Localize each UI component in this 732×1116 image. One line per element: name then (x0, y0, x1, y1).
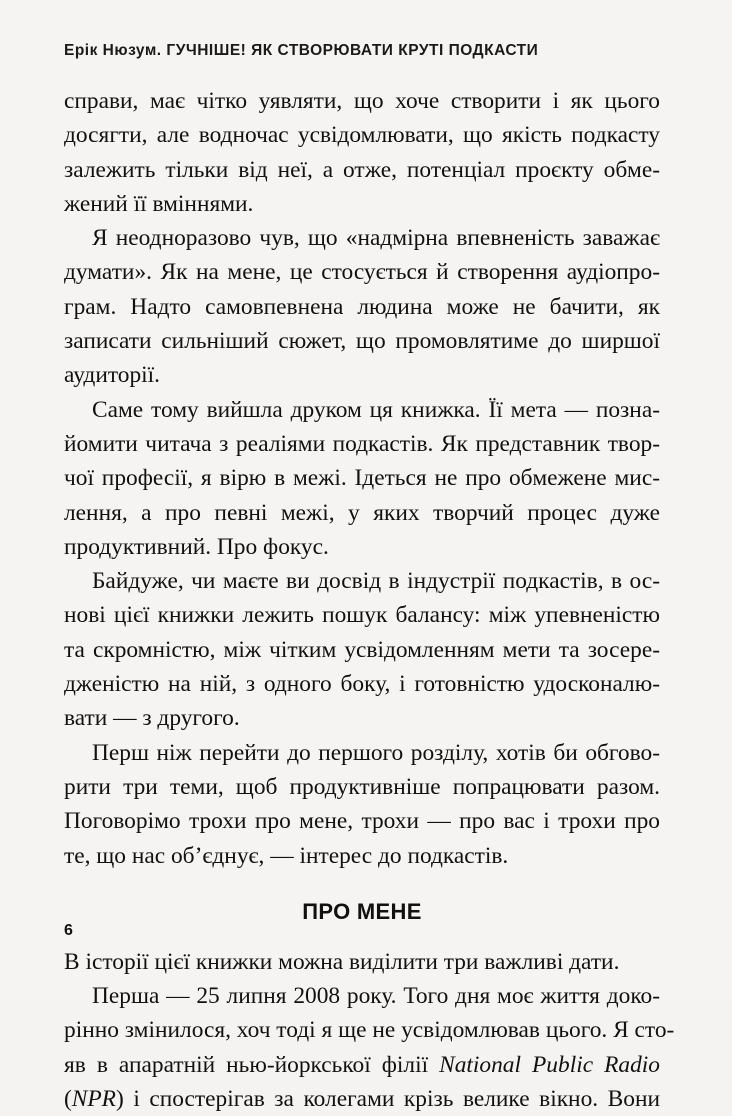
text-line: та скромністю, між чітким усвідомленням мети та зосере- (64, 636, 660, 663)
text-line: Саме тому вийшла друком ця книжка. Її мета — позна- (92, 396, 660, 423)
text-line: дженістю на ній, з одного боку, і готовністю удосконалю- (64, 671, 660, 698)
paragraph-3 (64, 393, 660, 564)
text-line: лення, а про певні межі, у яких творчий процес дуже (64, 499, 660, 526)
text-line: те, що нас об’єднує, — інтерес до подкастів. (64, 842, 509, 869)
text-line: грам. Надто самовпевнена людина може не бачити, як (64, 293, 660, 320)
text-line: йомити читача з реаліями подкастів. Як представник твор- (64, 430, 660, 457)
text-line: думати». Як на мене, це стосується й створення аудіопро- (64, 259, 660, 286)
text-line: досягти, але водночас усвідомлювати, що якість подкасту (64, 122, 660, 149)
page-number: 6 (64, 922, 73, 939)
text-line: жений її вміннями. (64, 190, 254, 217)
paragraph-4 (64, 564, 660, 735)
text-line: Я неодноразово чув, що «надмірна впевненість заважає (92, 225, 660, 252)
text-line: вати — з другого. (64, 705, 240, 732)
paragraph-1 (64, 84, 660, 221)
text-line: аудиторії. (64, 362, 160, 389)
text-line (64, 1048, 660, 1082)
text-line: Байдуже, чи маєте ви досвід в індустрії подкастів, в ос- (92, 568, 660, 595)
text-line: продуктивний. Про фокус. (64, 533, 329, 560)
running-header: Ерік Нюзум. ГУЧНІШЕ! ЯК СТВОРЮВАТИ КРУТІ ПОДКАСТИ (64, 42, 539, 59)
text-line: справи, має чітко уявляти, що хоче створити і як цього (64, 88, 660, 114)
section-heading: ПРО МЕНЕ (302, 898, 422, 924)
italic-abbreviation: NPR (71, 1086, 116, 1113)
line-segment: яв в апаратній нью-йоркської філії (64, 1051, 440, 1078)
paragraph-2 (64, 221, 660, 392)
text-line: залежить тільки від неї, а отже, потенціал проєкту обме- (64, 156, 660, 183)
text-line: Поговорімо трохи про мене, трохи — про вас і трохи про (64, 808, 660, 835)
text-line: рити три теми, щоб продуктивніше попрацювати разом. (64, 773, 660, 800)
line-segment: ( (64, 1086, 72, 1113)
italic-title: National Public Radio (439, 1051, 660, 1078)
text-line: рінно змінилося, хоч тоді я ще не усвідомлював цього. Я сто- (64, 1017, 675, 1044)
text-line (64, 1082, 660, 1116)
text-line: нові цієї книжки лежить пошук балансу: між упевненістю (64, 602, 660, 629)
body-text (64, 84, 675, 1116)
text-line: В історії цієї книжки можна виділити три важливі дати. (64, 948, 620, 975)
text-line: Перш ніж перейти до першого розділу, хотів би обгово- (92, 739, 660, 766)
text-line: Перша — 25 липня 2008 року. Того дня моє життя доко- (92, 983, 660, 1010)
text-line: записати сильніший сюжет, що промовлятиме до ширшої (64, 328, 660, 355)
paragraph-5 (64, 736, 660, 873)
section-paragraph-1 (64, 945, 660, 979)
text-line: чої професії, я вірю в межі. Ідеться не про обмежене мис- (64, 465, 660, 492)
line-segment: ) і спостерігав за колегами крізь велике вікно. Вони (115, 1086, 660, 1113)
section-paragraph-2 (64, 979, 675, 1116)
